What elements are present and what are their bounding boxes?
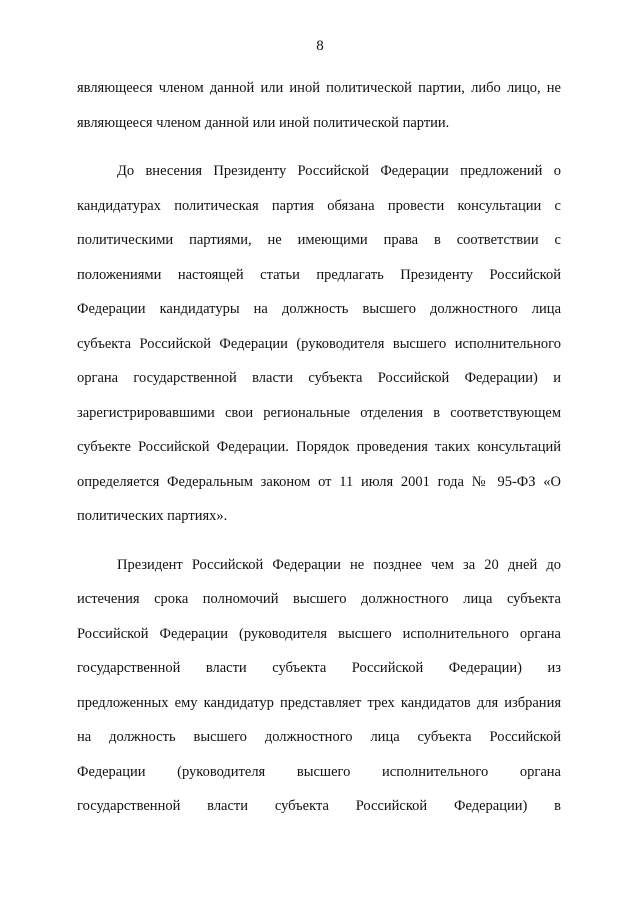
paragraph-consultations xyxy=(77,157,561,537)
text-line: субъекте Российской Федерации. Порядок проведения таких консультаций xyxy=(77,439,561,455)
text-line: являющееся членом данной или иной политической партии. xyxy=(77,114,450,131)
text-line: определяется Федеральным законом от 11 июля 2001 года № 95-ФЗ «О xyxy=(77,473,561,490)
text-line: политических партиях». xyxy=(77,508,228,524)
text-line: органа государственной власти субъекта Российской Федерации) и xyxy=(77,370,561,386)
text-line: политическими партиями, не имеющими права в соответствии с xyxy=(77,232,561,248)
text-line: субъекта Российской Федерации (руководителя высшего исполнительного xyxy=(77,335,561,352)
text-line: Федерации (руководителя высшего исполнительного органа xyxy=(77,763,561,780)
text-line: являющееся членом данной или иной политической партии, либо лицо, не xyxy=(77,80,561,96)
text-line: зарегистрировавшими свои региональные отделения в соответствующем xyxy=(77,404,561,421)
text-line: на должность высшего должностного лица субъекта Российской xyxy=(77,729,561,745)
paragraph-president-selection xyxy=(77,551,561,827)
paragraph-continuation xyxy=(77,74,561,143)
text-line: государственной власти субъекта Российской Федерации) из xyxy=(77,660,561,676)
text-line: Федерации кандидатуры на должность высшего должностного лица xyxy=(77,301,561,317)
text-line: положениями настоящей статьи предлагать Президенту Российской xyxy=(77,266,561,283)
document-body xyxy=(77,74,561,827)
text-line: кандидатурах политическая партия обязана провести консультации с xyxy=(77,197,561,214)
text-line: государственной власти субъекта Российской Федерации) в xyxy=(77,798,561,814)
text-line: предложенных ему кандидатур представляет трех кандидатов для избрания xyxy=(77,694,561,711)
text-line: Президент Российской Федерации не позднее чем за 20 дней до xyxy=(117,556,561,573)
text-line: До внесения Президенту Российской Федерации предложений о xyxy=(117,163,561,179)
text-line: Российской Федерации (руководителя высшего исполнительного органа xyxy=(77,625,561,642)
page-number: 8 xyxy=(316,38,324,54)
text-line: истечения срока полномочий высшего должностного лица субъекта xyxy=(77,591,561,607)
